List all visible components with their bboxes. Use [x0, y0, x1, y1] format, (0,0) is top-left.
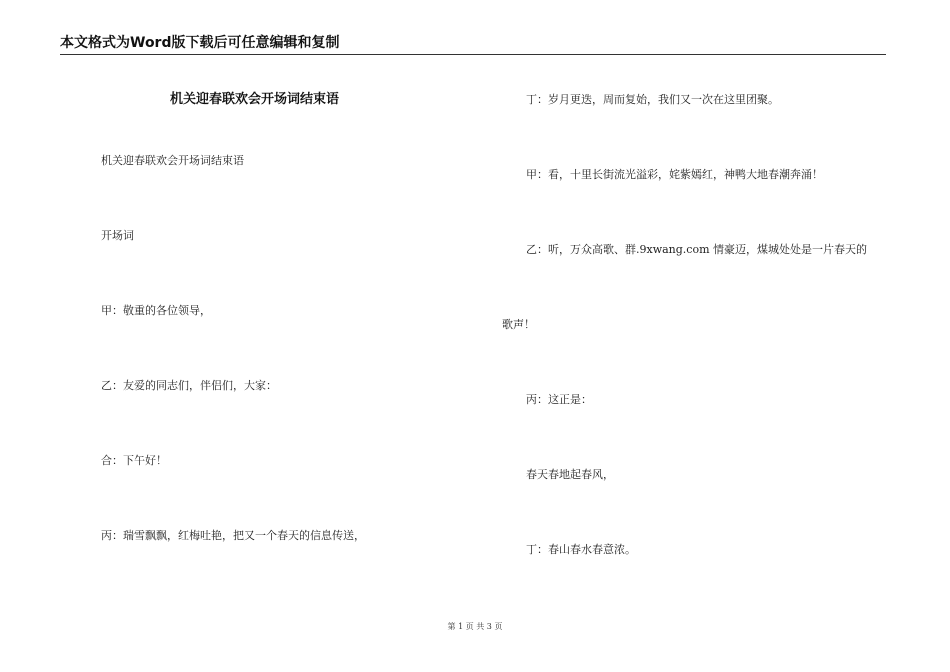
paragraph: 合：下午好！: [101, 454, 167, 467]
paragraph: 丙：瑞雪飘飘，红梅吐艳，把又一个春天的信息传送，: [101, 529, 365, 542]
document-title: 机关迎春联欢会开场词结束语: [170, 92, 340, 107]
paragraph: 歌声！: [502, 318, 535, 331]
paragraph: 甲：看，十里长街流光溢彩，姹紫嫣红，神鸭大地春潮奔涌！: [526, 168, 823, 181]
paragraph: 丁：春山春水春意浓。: [526, 543, 636, 556]
header-text: 本文格式为Word版下载后可任意编辑和复制: [60, 35, 340, 51]
paragraph: 丙：这正是：: [526, 393, 592, 406]
paragraph: 甲：敬重的各位领导，: [101, 304, 211, 317]
paragraph: 机关迎春联欢会开场词结束语: [101, 154, 244, 167]
paragraph: 乙：友爱的同志们，伴侣们，大家：: [101, 379, 277, 392]
paragraph: 丁：岁月更迭，周而复始，我们又一次在这里团聚。: [526, 93, 779, 106]
paragraph: 乙：听，万众高歌、群.9xwang.com 情豪迈，煤城处处是一片春天的: [526, 243, 868, 256]
paragraph: 开场词: [101, 229, 134, 242]
page-number: 第 1 页 共 3 页: [447, 622, 503, 631]
page-header: [60, 34, 886, 55]
paragraph: 春天春地起春风，: [526, 468, 614, 481]
